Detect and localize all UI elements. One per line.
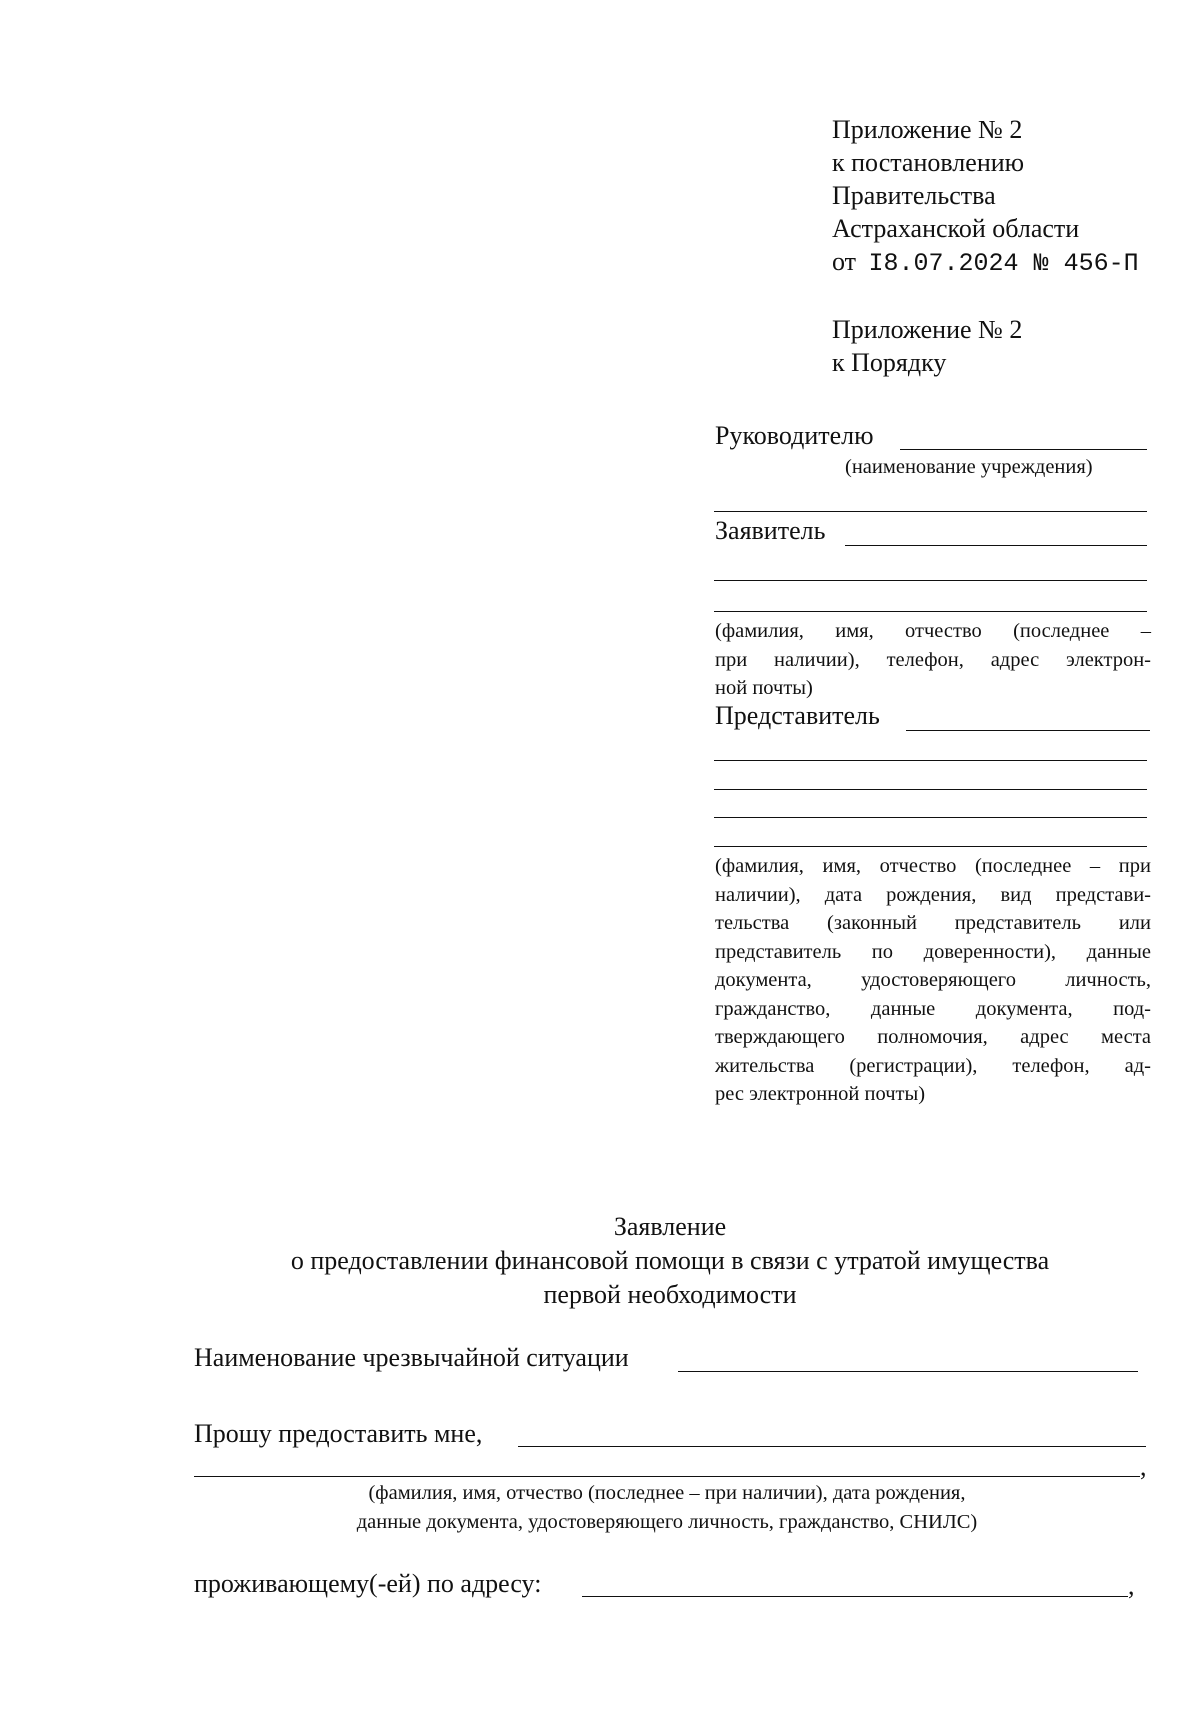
applicant-hint-line: при наличии), телефон, адрес электрон- xyxy=(715,648,1151,671)
address-label: проживающему(-ей) по адресу: xyxy=(194,1569,542,1598)
addressee-field[interactable] xyxy=(900,449,1147,450)
statement-title-subject-cont: первой необходимости xyxy=(543,1280,797,1309)
appendix-date-line xyxy=(832,245,1139,280)
representative-hint-line: (фамилия, имя, отчество (последнее – при xyxy=(715,855,1151,877)
representative-field-line-5[interactable] xyxy=(714,846,1147,847)
representative-hint-line: представитель по доверенности), данные xyxy=(715,940,1151,963)
representative-field-line-3[interactable] xyxy=(714,789,1147,790)
applicant-hint xyxy=(715,617,1151,703)
representative-field-line-4[interactable] xyxy=(714,817,1147,818)
emergency-label: Наименование чрезвычайной ситуации xyxy=(194,1343,629,1372)
appendix-date-prefix: от xyxy=(832,247,857,276)
appendix2-ref: к Порядку xyxy=(832,348,947,377)
applicant-hint-line: ной почты) xyxy=(715,677,813,699)
applicant-field-line-3[interactable] xyxy=(714,611,1147,612)
applicant-field-line-2[interactable] xyxy=(714,580,1147,581)
appendix2-title: Приложение № 2 xyxy=(832,315,1023,344)
appendix-region: Астраханской области xyxy=(832,214,1080,243)
emergency-field[interactable] xyxy=(678,1371,1138,1372)
applicant-hint-line: (фамилия, имя, отчество (последнее – xyxy=(715,620,1151,642)
representative-field[interactable] xyxy=(906,730,1150,731)
statement-title-subject: о предоставлении финансовой помощи в связи с утратой имущества xyxy=(290,1246,1050,1275)
appendix-title: Приложение № 2 xyxy=(832,115,1023,144)
representative-hint xyxy=(715,852,1151,1109)
addressee-hint: (наименование учреждения) xyxy=(845,456,1093,478)
representative-hint-line: документа, удостоверяющего личность, xyxy=(715,969,1151,991)
representative-hint-line: тверждающего полномочия, адрес места xyxy=(715,1026,1151,1048)
addressee-label: Руководителю xyxy=(715,421,874,450)
appendix-date-number: I8.07.2024 № 456-П xyxy=(868,249,1139,278)
person-hint-line: (фамилия, имя, отчество (последнее – при наличии), дата рождения, xyxy=(368,1482,966,1504)
appendix-block xyxy=(832,113,1139,280)
representative-hint-line: гражданство, данные документа, под- xyxy=(715,997,1151,1020)
appendix2-block xyxy=(832,313,1022,379)
request-label: Прошу предоставить мне, xyxy=(194,1419,483,1448)
representative-hint-line: рес электронной почты) xyxy=(715,1083,926,1105)
representative-hint-line: жительства (регистрации), телефон, ад- xyxy=(715,1054,1151,1077)
appendix-authority: Правительства xyxy=(832,181,996,210)
representative-hint-line: тельства (законный представитель или xyxy=(715,912,1151,934)
address-comma: , xyxy=(1128,1571,1135,1600)
representative-label: Представитель xyxy=(715,701,880,730)
applicant-field[interactable] xyxy=(845,545,1147,546)
applicant-label: Заявитель xyxy=(715,516,826,545)
representative-field-line-2[interactable] xyxy=(714,760,1147,761)
person-hint-line: данные документа, удостоверяющего личность, гражданство, СНИЛС) xyxy=(356,1510,978,1533)
request-field-line-2[interactable] xyxy=(194,1476,1140,1477)
appendix-ref: к постановлению xyxy=(832,148,1025,177)
request-field[interactable] xyxy=(518,1446,1146,1447)
address-field[interactable] xyxy=(582,1596,1128,1597)
representative-hint-line: наличии), дата рождения, вид представи- xyxy=(715,883,1151,906)
statement-title xyxy=(150,1210,1190,1312)
person-hint xyxy=(194,1479,1140,1536)
statement-title-main: Заявление xyxy=(613,1212,727,1241)
addressee-field-line-2[interactable] xyxy=(714,511,1147,512)
request-comma: , xyxy=(1140,1452,1147,1481)
